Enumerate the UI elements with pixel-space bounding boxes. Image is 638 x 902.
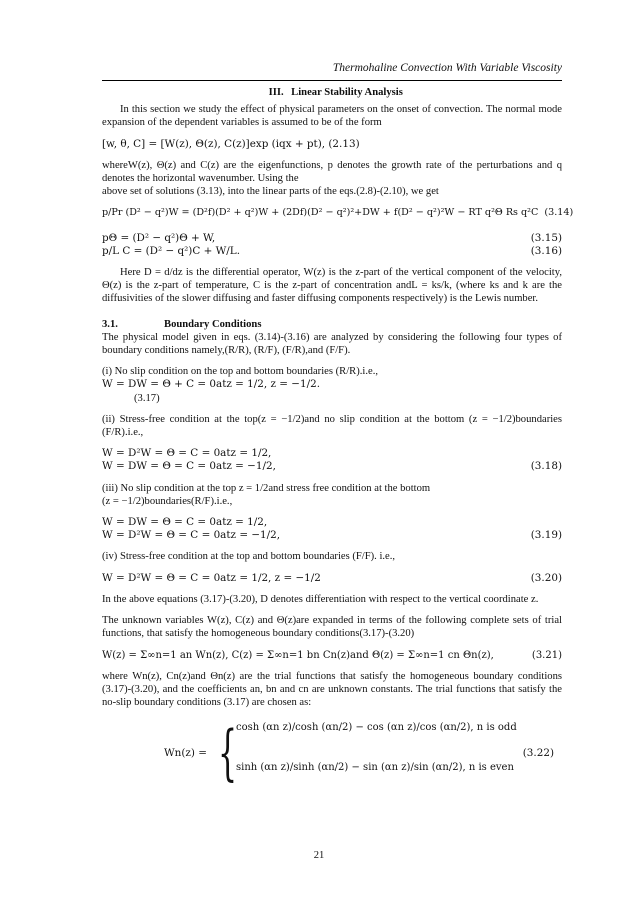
bc1-equation: W = DW = Θ + C = 0atz = 1/2, z = −1/2.: [102, 378, 321, 391]
paragraph-expand: The unknown variables W(z), C(z) and Θ(z)are expanded in terms of the following complete sets of trial functions, that satisfy the homogeneous boundary conditions(3.17)-(3.20): [102, 615, 562, 640]
paragraph-eigen-cont: above set of solutions (3.13), into the linear parts of the eqs.(2.8)-(2.10), we get: [102, 186, 439, 198]
paragraph-operator: Here D = d/dz is the differential operator, W(z) is the z-part of the vertical component of the velocity, Θ(z) is the z-part of temperature, C is the z-part of concentration andL = ks/k, (where ks and k are the diffusivities of the slower diffusing and faster diffusing components respectively) is the Lewis number.: [102, 267, 562, 305]
equation-3-16: [102, 245, 562, 258]
equation-number: (3.21): [531, 649, 562, 661]
bc2-text: (ii) Stress-free condition at the top(z = −1/2)and no slip condition at the bottom (z = −1/2)boundaries (F/R).i.e.,: [102, 413, 562, 439]
bc2-equation-2: W = DW = Θ = C = 0atz = −1/2,: [102, 460, 276, 473]
equation-number: (3.15): [530, 231, 562, 244]
equation-number: (3.22): [522, 747, 554, 760]
bc3-text-1: (iii) No slip condition at the top z = 1/2and stress free condition at the bottom: [102, 482, 431, 494]
equation-3-14: [102, 206, 574, 219]
bc3-text-2: (z = −1/2)boundaries(R/F).i.e.,: [102, 495, 233, 507]
section-number: III.: [268, 87, 284, 98]
bc4-equation: W = D²W = Θ = C = 0atz = 1/2, z = −1/2: [102, 571, 321, 584]
case-odd: cosh (αn z)/cosh (αn/2) − cos (αn z)/cos (αn/2), n is odd: [236, 722, 517, 734]
equation-number: (3.20): [530, 571, 562, 584]
bc1-number: (3.17): [134, 392, 160, 404]
page-number: 21: [313, 850, 325, 861]
section-title: Linear Stability Analysis: [291, 87, 403, 98]
paragraph-trial: where Wn(z), Cn(z)and Θn(z) are the trial functions that satisfy the homogeneous boundary conditions (3.17)-(3.20), and the coefficients an, bn and cn are unknown constants. The trial functions that satisfy the no-slip boundary conditions (3.17) are chosen as:: [102, 670, 562, 709]
case-even: sinh (αn z)/sinh (αn/2) − sin (αn z)/sin (αn/2), n is even: [236, 762, 514, 774]
equation-expr: p/Pr (D² − q²)W = (D²f)(D² + q²)W + (2Df)(D² − q²)²+DW + f(D² − q²)²W − RT q²Θ Rs q²C: [102, 207, 539, 219]
equation-expr: pΘ = (D² − q²)Θ + W,: [102, 231, 216, 244]
bc1-text: (i) No slip condition on the top and bottom boundaries (R/R).i.e.,: [102, 366, 378, 378]
paragraph-intro: In this section we study the effect of physical parameters on the onset of convection. The normal mode expansion of the dependent variables is assumed to be of the form: [102, 104, 562, 129]
running-header: Thermohaline Convection With Variable Viscosity: [332, 62, 562, 74]
equation-3-15: [102, 232, 562, 245]
bc2-equation-1: W = D²W = Θ = C = 0atz = 1/2,: [102, 447, 272, 460]
bc3-equation-1: W = DW = Θ = C = 0atz = 1/2,: [102, 516, 268, 529]
header-rule: [102, 80, 562, 81]
subsection-number: 3.1.: [102, 318, 118, 330]
left-brace-icon: {: [218, 718, 238, 789]
equation-number: (3.16): [530, 244, 562, 257]
bc2-equation-2-row: [102, 460, 562, 473]
equation-3-22: [102, 717, 562, 793]
equation-number: (3.18): [530, 460, 562, 473]
equation-expr: p/L C = (D² − q²)C + W/L.: [102, 244, 240, 257]
section-heading: [102, 86, 562, 99]
equation-number: (2.13): [328, 137, 360, 150]
equation-number: (3.14): [544, 207, 574, 219]
equation-number: (3.19): [530, 529, 562, 542]
bc4-equation-row: [102, 572, 562, 585]
subsection-heading: [102, 318, 562, 331]
paragraph-eigen: whereW(z), Θ(z) and C(z) are the eigenfunctions, p denotes the growth rate of the perturbations and q denotes the horizontal wavenumber. Using the: [102, 159, 562, 185]
bc3-equation-2: W = D²W = Θ = C = 0atz = −1/2,: [102, 529, 281, 542]
equation-3-21: [102, 649, 562, 662]
bc4-text: (iv) Stress-free condition at the top and bottom boundaries (F/F). i.e.,: [102, 551, 396, 563]
paragraph-boundary: The physical model given in eqs. (3.14)-(3.16) are analyzed by considering the following four types of boundary conditions namely,(R/R), (R/F), (F/R),and (F/F).: [102, 331, 562, 357]
equation-expr: W(z) = Σ∞n=1 an Wn(z), C(z) = Σ∞n=1 bn Cn(z)and Θ(z) = Σ∞n=1 cn Θn(z),: [102, 649, 494, 661]
subsection-title: Boundary Conditions: [164, 318, 262, 330]
equation-2-13: [102, 138, 562, 151]
page-body: [102, 86, 574, 793]
equation-lhs: Wn(z) =: [164, 747, 207, 760]
paragraph-d: In the above equations (3.17)-(3.20), D denotes differentiation with respect to the vertical coordinate z.: [102, 593, 539, 605]
equation-expr: [w, θ, C] = [W(z), Θ(z), C(z)]exp (iqx + pt),: [102, 137, 326, 150]
bc3-equation-2-row: [102, 529, 562, 542]
